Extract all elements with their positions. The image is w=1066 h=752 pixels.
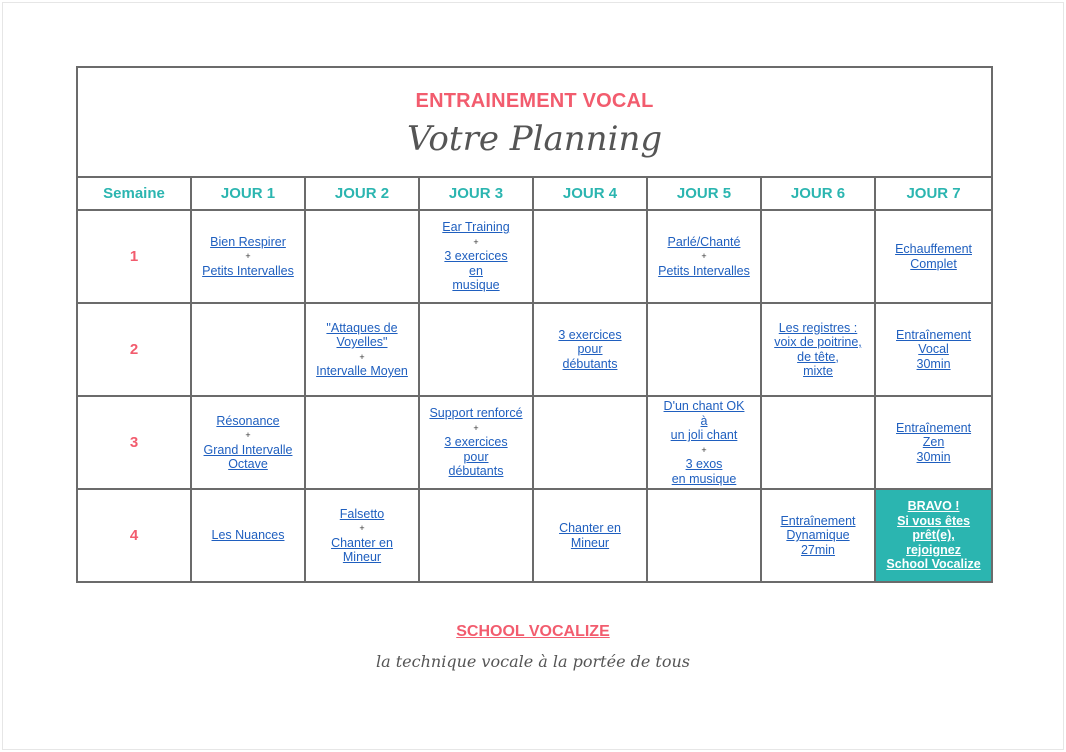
- day-cell-content: [876, 328, 991, 372]
- exercise-link[interactable]: Chanter en: [559, 521, 621, 535]
- exercise-link[interactable]: Mineur: [570, 535, 610, 550]
- day-cell: [875, 303, 992, 396]
- day-cell: [419, 396, 533, 489]
- plus-separator: +: [359, 523, 365, 533]
- exercise-link[interactable]: prêt(e),: [912, 528, 955, 543]
- column-header-day-5: JOUR 5: [647, 177, 761, 210]
- day-cell-content: [192, 414, 304, 472]
- exercise-link[interactable]: Parlé/Chanté: [667, 234, 741, 249]
- day-cell: [761, 303, 875, 396]
- exercise-link[interactable]: Dynamique: [786, 528, 850, 543]
- day-cell: [419, 489, 533, 582]
- exercise-link[interactable]: Petits Intervalles: [658, 263, 750, 278]
- column-header-week: Semaine: [77, 177, 191, 210]
- week-number: 4: [77, 489, 191, 582]
- day-cell: [647, 396, 761, 489]
- exercise-link[interactable]: en musique: [671, 471, 737, 486]
- exercise-link[interactable]: School Vocalize: [886, 557, 981, 572]
- exercise-link[interactable]: Zen: [922, 435, 945, 450]
- exercise-link[interactable]: voix de poitrine,: [774, 335, 862, 349]
- day-cell-content: [306, 321, 418, 379]
- exercise-link[interactable]: en: [469, 263, 483, 278]
- week-number: 3: [77, 396, 191, 489]
- exercise-link[interactable]: Grand Intervalle: [203, 442, 293, 457]
- day-cell-content: [648, 399, 760, 486]
- exercise-link[interactable]: Ear Training: [442, 220, 510, 235]
- exercise-link[interactable]: BRAVO !: [907, 499, 960, 514]
- column-header-day-4: JOUR 4: [533, 177, 647, 210]
- table-row: [77, 210, 992, 303]
- week-number: 2: [77, 303, 191, 396]
- day-cell: [191, 210, 305, 303]
- plus-separator: +: [359, 351, 365, 362]
- plus-separator: +: [245, 251, 251, 262]
- footer-brand-container: [0, 623, 1066, 641]
- column-header-row: [77, 177, 992, 210]
- title-cell: [77, 67, 992, 177]
- week-number: 1: [77, 210, 191, 303]
- exercise-link[interactable]: Si vous êtes: [897, 513, 971, 528]
- day-cell-content: [306, 507, 418, 565]
- exercise-link[interactable]: Entraînement: [896, 420, 972, 435]
- day-cell-content: [192, 528, 304, 543]
- day-cell-content: [192, 235, 304, 279]
- exercise-link[interactable]: Voyelles": [336, 335, 388, 349]
- day-cell: [647, 489, 761, 582]
- column-header-day-3: JOUR 3: [419, 177, 533, 210]
- exercise-link[interactable]: pour: [463, 449, 489, 464]
- day-cell: [533, 210, 647, 303]
- exercise-link[interactable]: débutants: [448, 464, 504, 479]
- day-cell-content: [762, 514, 874, 558]
- exercise-link[interactable]: un joli chant: [670, 428, 738, 442]
- exercise-link[interactable]: Bien Respirer: [210, 234, 286, 249]
- day-cell: [761, 489, 875, 582]
- exercise-link[interactable]: Complet: [910, 256, 957, 271]
- weeks-body: [77, 210, 992, 582]
- day-cell: [191, 396, 305, 489]
- day-cell-content: [534, 328, 646, 372]
- day-cell-content: [876, 499, 991, 572]
- exercise-link[interactable]: 3 exercices: [444, 249, 508, 264]
- day-cell: [305, 396, 419, 489]
- footer-tagline: la technique vocale à la portée de tous: [376, 652, 690, 671]
- exercise-link[interactable]: 30min: [916, 356, 951, 371]
- exercise-link[interactable]: pour: [577, 342, 603, 357]
- exercise-link[interactable]: D'un chant OK: [663, 399, 745, 413]
- day-cell: [875, 210, 992, 303]
- plus-separator: +: [473, 422, 479, 433]
- exercise-link[interactable]: Entraînement: [780, 513, 856, 528]
- exercise-link[interactable]: à: [700, 413, 708, 428]
- day-cell: [419, 303, 533, 396]
- exercise-link[interactable]: de tête,: [797, 349, 839, 364]
- day-cell: [761, 210, 875, 303]
- day-cell: [875, 396, 992, 489]
- column-header-day-7: JOUR 7: [875, 177, 992, 210]
- exercise-link[interactable]: débutants: [562, 356, 618, 371]
- exercise-link[interactable]: Résonance: [216, 413, 280, 428]
- exercise-link[interactable]: Intervalle Moyen: [316, 364, 408, 378]
- day-cell: [305, 489, 419, 582]
- day-cell: [191, 489, 305, 582]
- day-cell-content: [648, 235, 760, 279]
- table-row: [77, 303, 992, 396]
- exercise-link[interactable]: Petits Intervalles: [202, 263, 294, 278]
- plus-separator: +: [473, 236, 479, 247]
- plus-separator: +: [701, 444, 707, 455]
- day-cell: [647, 210, 761, 303]
- footer-brand-link[interactable]: SCHOOL VOCALIZE: [456, 623, 610, 640]
- table-row: [77, 489, 992, 582]
- day-cell: [305, 303, 419, 396]
- day-cell: [419, 210, 533, 303]
- exercise-link[interactable]: 30min: [916, 449, 951, 464]
- exercise-link[interactable]: Vocal: [918, 342, 949, 357]
- day-cell-content: [876, 421, 991, 465]
- day-cell: [533, 303, 647, 396]
- exercise-link[interactable]: Les Nuances: [211, 528, 285, 543]
- exercise-link[interactable]: Les registres :: [778, 320, 858, 335]
- day-cell: [533, 396, 647, 489]
- table-row: [77, 396, 992, 489]
- day-cell: [761, 396, 875, 489]
- column-header-day-2: JOUR 2: [305, 177, 419, 210]
- column-header-day-1: JOUR 1: [191, 177, 305, 210]
- day-cell: [305, 210, 419, 303]
- page-subtitle: Votre Planning: [407, 118, 663, 159]
- day-cell-content: [420, 220, 532, 293]
- exercise-link[interactable]: Mineur: [342, 550, 382, 564]
- planning-table: [76, 66, 993, 583]
- exercise-link[interactable]: Chanter en: [331, 535, 393, 550]
- plus-separator: +: [245, 430, 251, 440]
- exercise-link[interactable]: Falsetto: [339, 506, 385, 521]
- day-cell: [647, 303, 761, 396]
- day-cell-content: [876, 242, 991, 271]
- exercise-link[interactable]: 3 exercices: [444, 435, 508, 450]
- exercise-link[interactable]: rejoignez: [906, 542, 961, 557]
- exercise-link[interactable]: 3 exos: [685, 457, 723, 471]
- day-cell: [875, 489, 992, 582]
- exercise-link[interactable]: Echauffement: [895, 242, 972, 256]
- day-cell: [191, 303, 305, 396]
- page-title: ENTRAINEMENT VOCAL: [415, 89, 654, 112]
- day-cell-content: [420, 406, 532, 479]
- column-header-day-6: JOUR 6: [761, 177, 875, 210]
- exercise-link[interactable]: "Attaques de: [326, 320, 398, 335]
- exercise-link[interactable]: 3 exercices: [558, 327, 622, 342]
- plus-separator: +: [701, 251, 707, 262]
- exercise-link[interactable]: Support renforcé: [429, 406, 523, 421]
- day-cell-content: [762, 321, 874, 379]
- exercise-link[interactable]: musique: [452, 278, 500, 293]
- exercise-link[interactable]: 27min: [800, 542, 836, 557]
- exercise-link[interactable]: Octave: [228, 457, 268, 471]
- day-cell-content: [534, 521, 646, 550]
- day-cell: [533, 489, 647, 582]
- exercise-link[interactable]: Entraînement: [896, 327, 972, 342]
- exercise-link[interactable]: mixte: [803, 364, 833, 378]
